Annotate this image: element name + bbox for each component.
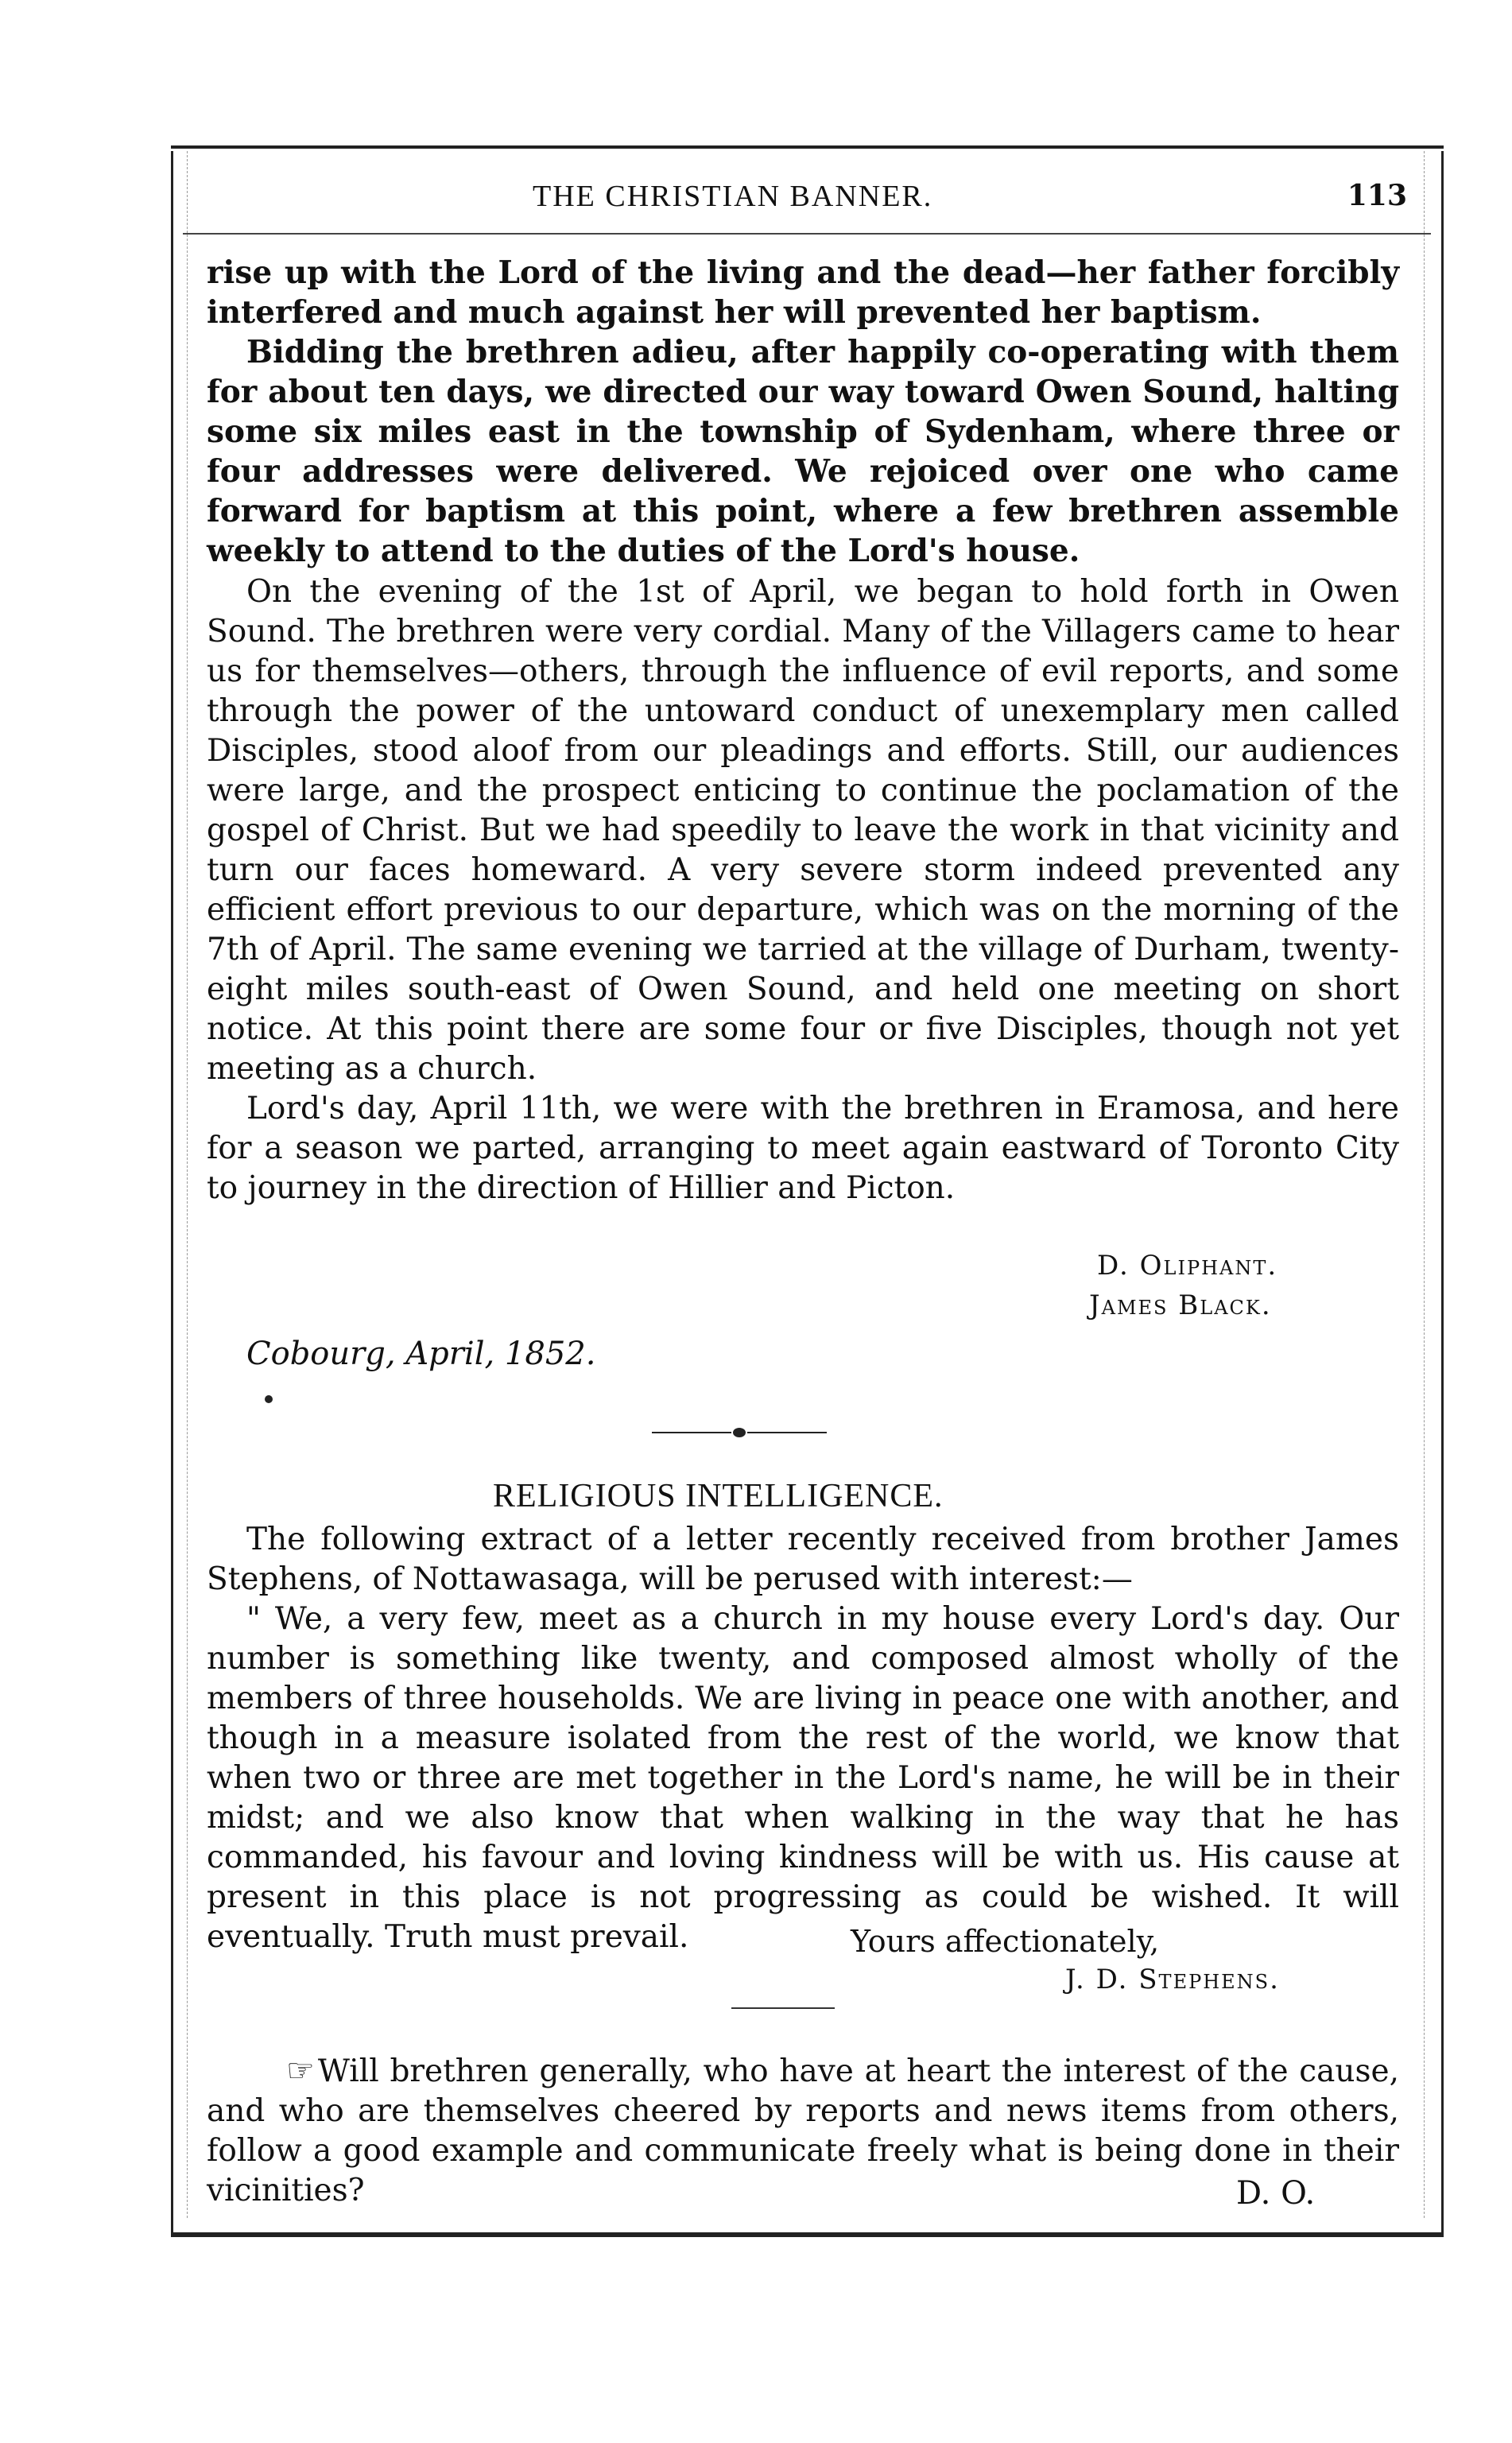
paragraph-owen-sound-journey: Bidding the brethren adieu, after happily co-operating with them for about ten days, we directed our way toward Owen Sound, halting some six miles east in the township of Sydenham, where three or four addresses were delivered. We rejoiced over one who came forward for baptism at this point, where a few brethren assemble weekly to attend to the duties of the Lord's house. bbox=[207, 334, 1399, 569]
religious-intelligence-body bbox=[207, 1520, 1399, 1957]
notice-divider bbox=[731, 2007, 835, 2009]
running-head bbox=[199, 179, 1423, 227]
paragraph-extract-intro: The following extract of a letter recently received from brother James Stephens, of Nottawasaga, will be perused with interest:— bbox=[207, 1522, 1399, 1597]
paragraph-continuation: rise up with the Lord of the living and the dead—her father forcibly interfered and much against her will prevented her baptism. bbox=[207, 254, 1399, 331]
article-body-2 bbox=[207, 572, 1399, 1208]
notice-initials: D. O. bbox=[1236, 2175, 1316, 2212]
paragraph-lords-day: Lord's day, April 11th, we were with the brethren in Eramosa, and here for a season we parted, arranging to meet again eastward of Toronto City to journey in the direction of Hillier and Picton. bbox=[207, 1091, 1399, 1206]
journal-title: THE CHRISTIAN BANNER. bbox=[533, 180, 933, 213]
letter-closing: Yours affectionately, bbox=[851, 1924, 1160, 1959]
notice-text: Will brethren generally, who have at heart the interest of the cause, and who are themselves cheered by reports and news items from others, follow a good example and communicate freely what is being done in their vicinities? bbox=[207, 2053, 1399, 2208]
pointing-hand-icon: ☞ bbox=[286, 2053, 315, 2089]
section-divider-ornament bbox=[652, 1425, 827, 1441]
section-heading: RELIGIOUS INTELLIGENCE. bbox=[493, 1478, 944, 1514]
signature-black: James Black. bbox=[1089, 1289, 1272, 1321]
signature-oliphant: D. Oliphant. bbox=[1097, 1250, 1278, 1282]
article-body-1 bbox=[207, 253, 1399, 571]
paragraph-evening-april: On the evening of the 1st of April, we began to hold forth in Owen Sound. The brethren were very cordial. Many of the Villagers came to hear us for themselves—others, through the influence of evil reports, and some through the power of the untoward conduct of unexemplary men called Disciples, stood aloof from our pleadings and efforts. Still, our audiences were large, and the prospect enticing to continue the poclamation of the gospel of Christ. But we had speedily to leave the work in that vicinity and turn our faces homeward. A very severe storm indeed prevented any efficient effort previous to our departure, which was on the morning of the 7th of April. The same evening we tarried at the village of Durham, twenty-eight miles south-east of Owen Sound, and held one meeting on short notice. At this point there are some four or five Disciples, though not yet meeting as a church. bbox=[207, 574, 1399, 1087]
page-border-bottom bbox=[171, 2232, 1444, 2237]
page-border-top bbox=[171, 145, 1444, 149]
paragraph-letter-extract: " We, a very few, meet as a church in my house every Lord's day. Our number is something like twenty, and composed almost wholly of the members of three households. We are living in peace one with another, and though in a measure isolated from the rest of the world, we know that when two or three are met together in the Lord's name, he will be in their midst; and we also know that when walking in the way that he has commanded, his favour and loving kindness will be with us. His cause at present in this place is not progressing as could be wished. It will eventually. Truth must prevail. bbox=[207, 1601, 1399, 1955]
stray-dot bbox=[265, 1395, 273, 1403]
notice-block bbox=[207, 2051, 1399, 2211]
dateline: Cobourg, April, 1852. bbox=[246, 1336, 596, 1372]
signature-stephens: J. D. Stephens. bbox=[1065, 1964, 1280, 1995]
page-number: 113 bbox=[1347, 179, 1407, 212]
header-rule bbox=[183, 233, 1431, 235]
